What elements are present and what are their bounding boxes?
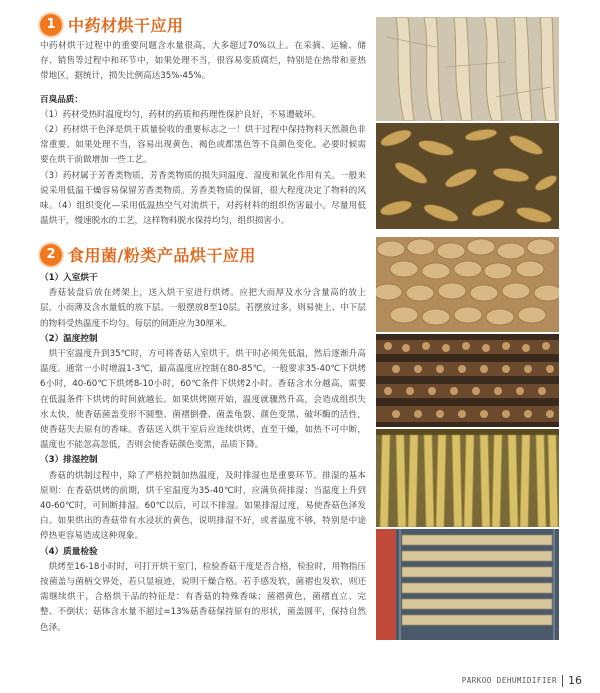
dried-vegetables-photo [376, 429, 559, 527]
section2-block-1-head: （1）入室烘干 [40, 273, 98, 283]
footer-brand: PARKOO DEHUMIDIFIER [461, 676, 557, 685]
ginseng-photo [376, 17, 559, 121]
section2-block-3-head: （3）排湿控制 [40, 455, 98, 466]
section2-block-2-head: （2）温度控制 [40, 333, 98, 344]
drying-trays-photo [376, 529, 559, 640]
section2-block-4-head: （4）质量检验 [40, 546, 98, 557]
section1-point-3: （3）药材属于芳香类物质，芳香类物质的损失同温度、湿度和氧化作用有关。一般来说采用低温干燥容易保留芳香类物质。芳香类物质的保留，很大程度决定了物料的风味。（4）组织变化—采用低温热空气对流烘干，对药材料的组织伤害最小。尽量用低温烘干，慢速脱水的工艺，这样物料脱水保持均匀，组织损害小。 [40, 170, 366, 227]
section1-body [40, 39, 366, 229]
peanuts-photo [376, 237, 559, 332]
section1-intro: 中药材烘干过程中的重要问题含水量很高，大多超过70%以上。在采摘、运输、储存、销售等过程中和环节中，如果处理不当，很容易变质腐烂，特别是在热带和亚热带地区，据统计，损失比例高达35%-45%。 [40, 41, 366, 82]
section2-body [40, 271, 366, 636]
section2-title [40, 243, 256, 266]
section2-block-3-body: 香菇的烘制过程中，除了严格控制加热温度，及时排湿也是重要环节。排湿的基本原则：在香菇烘烤的前期，烘干室温度为35-40℃时，应满负荷排湿；当温度上升到40-60℃时，可间断排湿。60℃以后，可以不排湿。如果排湿过度，易使香菇色泽发白。如果烘出的香菇带有水浸状的黄色，说明排湿不好，或者温度不够，特别是中途停热更容易造成这种现象。 [40, 470, 366, 542]
section1-list-title: 百臭品质： [40, 94, 83, 105]
section-number-badge: 1 [40, 14, 62, 36]
page-number: 16 [568, 674, 582, 687]
page-footer [462, 674, 582, 687]
section1-title [40, 13, 184, 36]
dried-herb-slices-photo [376, 123, 559, 229]
section-number-badge: 2 [40, 244, 62, 266]
section1-point-1: （1）药材受热时温度均匀，药材的药质和药理性保护良好，不易遭破坏。 [40, 109, 321, 120]
footer-divider [562, 675, 563, 687]
section1-point-2: （2）药材烘干色泽是烘干质量验收的重要标志之一！烘干过程中保持物料天然颜色非常重要。如果处理不当，容易出现黄色、褐色或都黑色等不良颜色变化。必要时候需要在烘干前做增加一些工艺。 [40, 125, 366, 166]
section2-block-4-body: 烘烤至16-18小时时，可打开烘干室门，检验香菇干度是否合格，检验时，用物指压按菌盖与菌柄交界处，若只显痕迹，说明干燥合格。若手感发软，菌褶也发软，则还需继续烘干，合格烘干品的特征是：有香菇的特殊香味；菌褶黄色，菌褶直立、完整、不倒状；菇体含水量不超过=13%菇香菇保持原有的形状，菌盖圆平，保持自然色泽。 [40, 561, 366, 633]
section2-heading: 食用菌/粉类产品烘干应用 [68, 246, 256, 265]
section2-block-2-body: 烘干室温度升到35℃时，方可将香菇入室烘干。烘干时必须先低温，然后逐渐升高温度。通常一小时增温1-3℃，最高温度应控制在80-85℃。一般要求35-40℃下烘烤6小时，40-60℃下烘烤8-10小时，60℃条件下烘烤2小时。香菇含水分越高，需要在低温条件下烘烤的时间就越长。如果烘烤刚开始，温度就骤然升高，会造成组织失水太快，使香菇菌盖变形不圆整、菌褶倒叠、菌盖龟裂、颜色变黑、破坏酶的活性，使香菇失去原有的香味。香菇送入烘干室后应连续烘烤，直至干燥，如热不可中断，温度也不能忽高忽低，否则会使香菇颜色变黑，品质下降。 [40, 349, 366, 451]
mushroom-trays-photo [376, 334, 559, 427]
section1-heading: 中药材烘干应用 [68, 16, 184, 35]
section2-block-1-body: 香菇装盘后放在烤架上，送入烘干室进行烘烤。应把大而厚及水分含量高的放上层，小而薄及含水量低的放下层。一般摆放8至10层。若摆放过多，则易使上、中下层的物料受热温度不均匀。每层的间距应为30厘米。 [40, 288, 366, 329]
